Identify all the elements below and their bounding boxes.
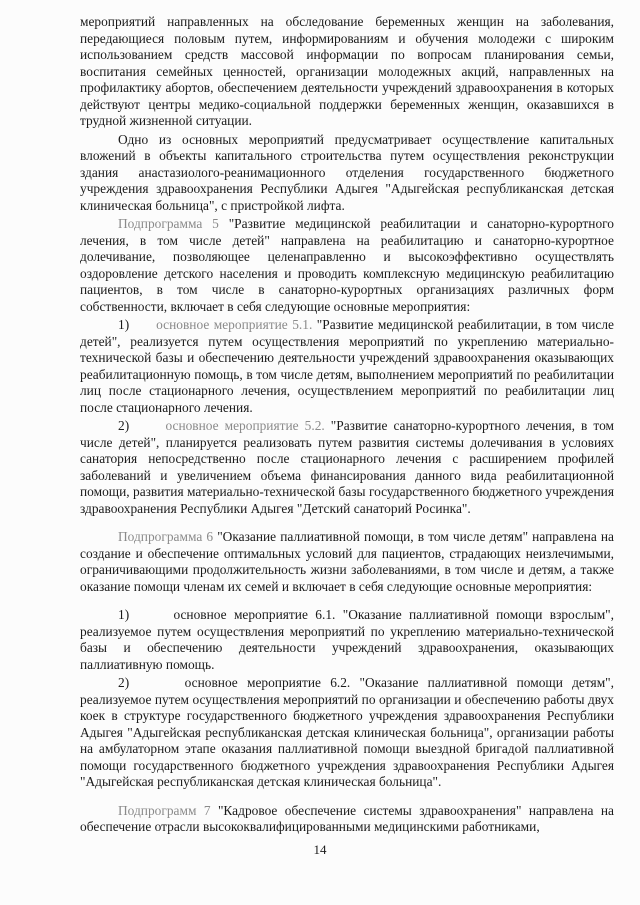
list-item-6-2 [80,675,614,791]
list-item-5-2 [80,418,614,517]
list-item-6-2-text: основное мероприятие 6.2. "Оказание паллиативной помощи детям", реализуемое путем осуществления мероприятий по организации и обеспечению работы двух коек в структуре государственного бюджетного учреждения здравоохранения Республики Адыгея "Адыгейская республиканская детская клиническая больница", организации работы на амбулаторном этапе оказания паллиативной помощи выездной бригадой паллиативной помощи государственного бюджетного учреждения здравоохранения Республики Адыгея "Адыгейская республиканская детская клиническая больница". [80,675,614,789]
paragraph-subprogram-7 [80,803,614,836]
list-item-5-1-number: 1) [118,317,130,332]
page-number: 14 [313,842,327,857]
document-page [80,14,614,838]
list-item-6-1 [80,607,614,673]
subprogram-5-text: "Развитие медицинской реабилитации и санаторно-курортного лечения, в том числе детей" направлена на реабилитацию и санаторно-курортное долечивание, позволяющее целенаправленно и высокоэффективно осуществлять оздоровление детского населения и проводить комплексную медицинскую реабилитацию пациентов, в том числе в санаторно-курортных организациях различных форм собственности, включает в себя следующие основные мероприятия: [80,216,614,314]
subprogram-6-text: "Оказание паллиативной помощи, в том числе детям" направлена на создание и обеспечение оптимальных условий для пациентов, страдающих неизлечимыми, ограничивающими продолжительность жизни заболеваниями, в том числе и детям, а также оказание помощи членам их семей и включает в себя следующие основные мероприятия: [80,529,614,594]
subprogram-6-lead: Подпрограмма 6 [118,529,214,544]
paragraph-1 [80,14,614,130]
list-item-6-2-number: 2) [118,675,130,690]
list-item-6-1-number: 1) [118,607,130,622]
list-item-5-2-number: 2) [118,418,130,433]
subprogram-7-lead: Подпрограмм 7 [118,802,211,818]
list-item-5-1-text: "Развитие медицинской реабилитации, в том числе детей", реализуется путем осуществления мероприятий по укреплению материально-технической базы и обеспечению деятельности учреждений здравоохранения оказывающих реабилитационную помощь, в том числе детям, выполнением мероприятий по реабилитации лиц после стационарного лечения, осуществлением мероприятий по реабилитации лиц после стационарного лечения. [80,317,614,415]
paragraph-subprogram-6 [80,529,614,595]
list-item-5-1 [80,317,614,416]
list-item-5-2-lead: основное мероприятие 5.2. [165,418,325,433]
list-item-5-2-text: "Развитие санаторно-курортного лечения, в том числе детей", планируется реализовать путем развития системы долечивания в условиях санатория непосредственно после стационарного лечения с расширением профилей заболеваний и увеличением объема финансирования данного вида реабилитационной помощи, развития материально-технической базы государственного бюджетного учреждения здравоохранения Республики Адыгея "Детский санаторий Росинка". [80,418,615,516]
paragraph-1-text: мероприятий направленных на обследование беременных женщин на заболевания, передающиеся половым путем, информированиям и обучения молодежи с широким использованием средств массовой информации по вопросам планирования семьи, воспитания семейных ценностей, организации молодежных акций, направленных на профилактику абортов, обеспечением деятельности учреждений здравоохранения в которых действуют центры медико-социальной поддержки беременных женщин, оказавшихся в трудной жизненной ситуации. [80,14,614,128]
paragraph-2 [80,132,614,215]
list-item-5-1-lead: основное мероприятие 5.1. [156,317,313,332]
paragraph-2-text: Одно из основных мероприятий предусматривает осуществление капитальных вложений в объекты капитального строительства путем осуществления реконструкции здания анастазиолого-реанимационного отделения государственного бюджетного учреждения здравоохранения Республики Адыгея "Адыгейская республиканская детская клиническая больница", с пристройкой лифта. [80,131,614,213]
subprogram-7-text: "Кадровое обеспечение системы здравоохранения" направлена на обеспечение отрасли высококвалифицированными медицинскими работниками, [80,802,614,834]
paragraph-subprogram-5 [80,216,614,315]
subprogram-5-lead: Подпрограмма 5 [118,216,219,231]
list-item-6-1-text: основное мероприятие 6.1. "Оказание паллиативной помощи взрослым", реализуемое путем осуществления мероприятий по укреплению материально-технической базы и обеспечению деятельности учреждений здравоохранения, оказывающих паллиативную помощь. [80,607,614,672]
